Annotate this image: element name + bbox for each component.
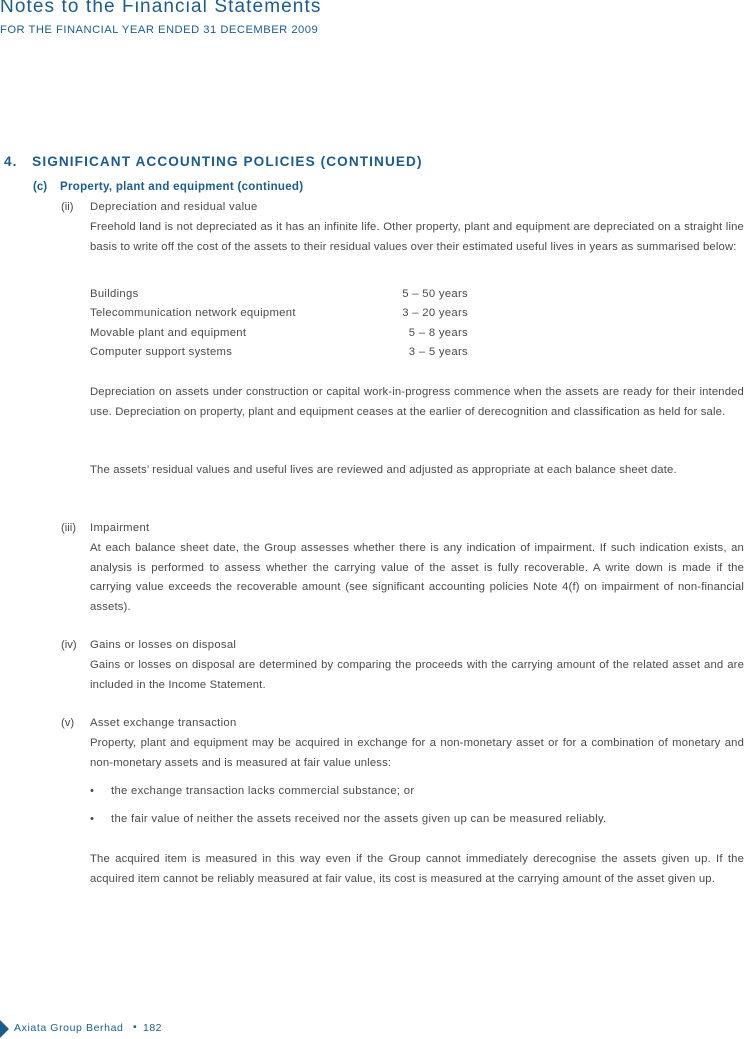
paragraph: Property, plant and equipment may be acquired in exchange for a non-monetary asset or for a combination of monetary and non-monetary assets and is measured at fair value unless: — [90, 737, 744, 769]
footer-arrow-icon — [0, 1020, 9, 1038]
item-heading: Impairment — [90, 522, 150, 534]
item-number: (ii) — [61, 201, 74, 213]
asset-years: 5 – 50 years — [402, 288, 468, 300]
table-row — [90, 307, 470, 325]
item-heading: Asset exchange transaction — [90, 717, 237, 729]
paragraph: Depreciation on assets under construction or capital work-in-progress commence when the assets are ready for their intended use. Depreciation on property, plant and equipment ceases at the earlier of derecognition and classification as held for sale. — [90, 386, 744, 418]
asset-name: Computer support systems — [90, 346, 233, 358]
table-row — [90, 288, 470, 306]
page-subtitle: FOR THE FINANCIAL YEAR ENDED 31 DECEMBER 2009 — [0, 24, 319, 36]
item-number: (iv) — [61, 639, 77, 651]
footer-company: Axiata Group Berhad — [14, 1022, 124, 1034]
bullet-item: the exchange transaction lacks commercial substance; or — [111, 785, 415, 797]
table-row — [90, 346, 470, 364]
bullet-marker: • — [90, 785, 94, 797]
paragraph: At each balance sheet date, the Group assesses whether there is any indication of impairment. If such indication exists, an analysis is performed to assess whether the carrying value of the asset is fully recoverable. A write down is made if the carrying value exceeds the recoverable amount (see significant accounting policies Note 4(f) on impairment of non-financial assets). — [90, 542, 744, 613]
asset-name: Telecommunication network equipment — [90, 307, 296, 319]
item-heading: Depreciation and residual value — [90, 201, 258, 213]
item-heading: Gains or losses on disposal — [90, 639, 237, 651]
bullet-item: the fair value of neither the assets received nor the assets given up can be measured reliably. — [111, 813, 607, 825]
asset-years: 3 – 5 years — [408, 346, 468, 358]
section-heading: 4. SIGNIFICANT ACCOUNTING POLICIES (CONTINUED) — [4, 154, 423, 169]
asset-name: Movable plant and equipment — [90, 327, 247, 339]
bullet-marker: • — [90, 813, 94, 825]
subsection-title: Property, plant and equipment (continued) — [60, 181, 304, 193]
item-number: (v) — [61, 717, 75, 729]
item-number: (iii) — [61, 522, 77, 534]
asset-years: 5 – 8 years — [408, 327, 468, 339]
page-number: 182 — [143, 1022, 163, 1034]
table-row — [90, 327, 470, 345]
asset-years: 3 – 20 years — [402, 307, 468, 319]
paragraph: The assets’ residual values and useful lives are reviewed and adjusted as appropriate at each balance sheet date. — [90, 464, 677, 476]
subsection-letter: (c) — [33, 181, 48, 193]
page-title: Notes to the Financial Statements — [0, 0, 322, 17]
footer-separator: • — [133, 1021, 137, 1033]
paragraph: Gains or losses on disposal are determined by comparing the proceeds with the carrying amount of the related asset and are included in the Income Statement. — [90, 659, 744, 691]
asset-name: Buildings — [90, 288, 139, 300]
paragraph: Freehold land is not depreciated as it has an infinite life. Other property, plant and equipment are depreciated on a straight line basis to write off the cost of the assets to their residual values over their estimated useful lives in years as summarised below: — [90, 221, 744, 253]
paragraph: The acquired item is measured in this way even if the Group cannot immediately derecognise the assets given up. If the acquired item cannot be reliably measured at fair value, its cost is measured at the carrying amount of the asset given up. — [90, 853, 744, 885]
